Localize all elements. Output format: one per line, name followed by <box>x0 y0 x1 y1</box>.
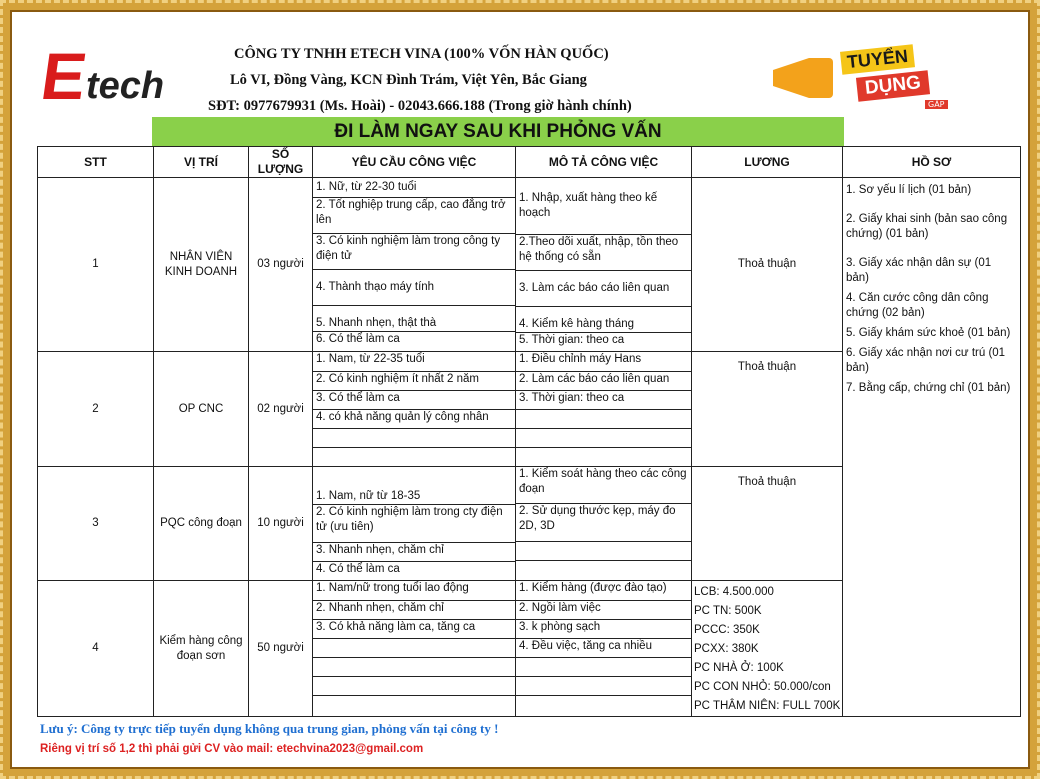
badge-line-2: DỤNG <box>856 70 930 101</box>
required-documents <box>843 178 1021 717</box>
list-item: 1. Nam, từ 22-35 tuổi <box>313 352 515 371</box>
list-item: 3. Làm các báo cáo liên quan <box>516 271 691 307</box>
list-item: 7. Bằng cấp, chứng chỉ (01 bản) <box>846 382 1011 394</box>
list-item: 2.Theo dõi xuất, nhập, tồn theo hệ thống có sẵn <box>516 235 691 271</box>
header-salary: LƯƠNG <box>692 147 843 178</box>
list-item: 2. Nhanh nhẹn, chăm chỉ <box>313 600 515 619</box>
company-address: Lô VI, Đồng Vàng, KCN Đình Trám, Việt Yên, Bắc Giang <box>230 72 587 88</box>
empty-cell <box>313 447 515 466</box>
job-stt: 3 <box>38 467 154 581</box>
job-salary: Thoả thuận <box>692 178 843 352</box>
job-requirements <box>313 467 516 581</box>
badge-line-3: GẤP <box>925 100 948 109</box>
header-requirements: YÊU CẦU CÔNG VIỆC <box>313 147 516 178</box>
job-salary-breakdown <box>692 581 843 717</box>
list-item: 6. Có thể làm ca <box>316 333 400 345</box>
empty-cell <box>313 657 515 676</box>
salary-line: LCB: 4.500.000 <box>694 586 774 598</box>
empty-cell <box>313 428 515 447</box>
list-item: 3. Có khả năng làm ca, tăng ca <box>313 619 515 638</box>
empty-cell <box>516 695 691 714</box>
empty-cell <box>516 447 691 466</box>
list-item: 2. Ngồi làm việc <box>516 600 691 619</box>
table-row <box>38 178 1021 352</box>
list-item: 4. Có thể làm ca <box>316 562 400 575</box>
list-item: 5. Giấy khám sức khoẻ (01 bản) <box>846 327 1011 339</box>
job-quantity: 50 người <box>249 581 313 717</box>
company-phone: SĐT: 0977679931 (Ms. Hoài) - 02043.666.188 (Trong giờ hành chính) <box>208 98 632 114</box>
job-salary: Thoả thuận <box>692 467 843 581</box>
salary-line: PC NHÀ Ở: 100K <box>694 662 784 674</box>
job-quantity: 03 người <box>249 178 313 352</box>
list-item: 4. Kiểm kê hàng tháng <box>516 307 691 333</box>
list-item: 3. Nhanh nhẹn, chăm chỉ <box>313 542 515 561</box>
list-item: 1. Điều chỉnh máy Hans <box>516 352 691 371</box>
megaphone-icon <box>773 58 833 98</box>
empty-cell <box>313 695 515 714</box>
recruitment-badge <box>753 38 965 114</box>
list-item: 2. Sử dụng thước kẹp, máy đo 2D, 3D <box>516 503 691 541</box>
note-cv-email: Riêng vị trí số 1,2 thì phải gửi CV vào mail: etechvina2023@gmail.com <box>40 743 424 755</box>
job-stt: 2 <box>38 352 154 467</box>
list-item: 2. Làm các báo cáo liên quan <box>516 371 691 390</box>
list-item: 4. có khả năng quản lý công nhân <box>313 409 515 428</box>
job-stt: 1 <box>38 178 154 352</box>
job-position: PQC công đoạn <box>154 467 249 581</box>
list-item: 1. Nam/nữ trong tuổi lao động <box>313 581 515 600</box>
list-item: 6. Giấy xác nhận nơi cư trú (01 bản) <box>846 347 1006 374</box>
header-stt: STT <box>38 147 154 178</box>
list-item: 2. Giấy khai sinh (bản sao công chứng) (01 bản) <box>846 213 1008 240</box>
list-item: 3. k phòng sạch <box>516 619 691 638</box>
salary-line: PCXX: 380K <box>694 643 759 655</box>
empty-cell <box>516 657 691 676</box>
job-description <box>516 178 692 352</box>
empty-cell <box>516 409 691 428</box>
list-item: 2. Tốt nghiệp trung cấp, cao đẳng trở lên <box>313 198 515 234</box>
header-description: MÔ TẢ CÔNG VIỆC <box>516 147 692 178</box>
company-name: CÔNG TY TNHH ETECH VINA (100% VỐN HÀN QUỐC) <box>234 46 609 62</box>
list-item: 3. Giấy xác nhận dân sự (01 bản) <box>846 257 992 284</box>
empty-cell <box>516 560 691 579</box>
job-position: NHÂN VIÊN KINH DOANH <box>154 178 249 352</box>
list-item: 4. Thành thạo máy tính <box>313 270 515 306</box>
job-position: Kiểm hàng công đoạn sơn <box>154 581 249 717</box>
header-position: VỊ TRÍ <box>154 147 249 178</box>
empty-cell <box>516 541 691 560</box>
list-item: 1. Nam, nữ từ 18-35 <box>313 468 515 504</box>
empty-cell <box>516 428 691 447</box>
list-item: 2. Có kinh nghiệm ít nhất 2 năm <box>313 371 515 390</box>
note-direct-recruitment: Lưu ý: Công ty trực tiếp tuyển dụng không qua trung gian, phỏng vấn tại công ty ! <box>40 721 499 736</box>
job-salary: Thoả thuận <box>692 352 843 467</box>
header-documents: HỒ SƠ <box>843 147 1021 178</box>
job-position: OP CNC <box>154 352 249 467</box>
list-item: 1. Kiểm hàng (được đào tạo) <box>516 581 691 600</box>
empty-cell <box>313 638 515 657</box>
page-title-banner: ĐI LÀM NGAY SAU KHI PHỎNG VẤN <box>152 117 844 146</box>
list-item: 4. Căn cước công dân công chứng (02 bản) <box>846 292 989 319</box>
job-quantity: 10 người <box>249 467 313 581</box>
list-item: 5. Nhanh nhẹn, thật thà <box>313 306 515 332</box>
job-quantity: 02 người <box>249 352 313 467</box>
company-logo: E tech <box>36 39 165 113</box>
job-description <box>516 467 692 581</box>
badge-line-1: TUYỂN <box>840 44 915 75</box>
job-requirements <box>313 178 516 352</box>
list-item: 2. Có kinh nghiệm làm trong cty điện tử (ưu tiên) <box>313 504 515 542</box>
salary-line: PCCC: 350K <box>694 624 760 636</box>
salary-line: PC TN: 500K <box>694 605 762 617</box>
list-item: 4. Đều việc, tăng ca nhiều <box>516 638 691 657</box>
list-item: 1. Nhập, xuất hàng theo kế hoạch <box>516 179 691 235</box>
list-item: 3. Có kinh nghiệm làm trong công ty điện tử <box>313 234 515 270</box>
empty-cell <box>516 676 691 695</box>
list-item: 1. Sơ yếu lí lịch (01 bản) <box>846 184 972 196</box>
list-item: 3. Thời gian: theo ca <box>516 390 691 409</box>
list-item: 5. Thời gian: theo ca <box>519 334 625 346</box>
job-table <box>37 146 1021 717</box>
job-description <box>516 352 692 467</box>
empty-cell <box>313 676 515 695</box>
table-header-row <box>38 147 1021 178</box>
job-stt: 4 <box>38 581 154 717</box>
salary-line: PC THÂM NIÊN: FULL 700K <box>694 700 841 712</box>
header-quantity: SỐ LƯỢNG <box>249 147 313 178</box>
list-item: 1. Kiểm soát hàng theo các công đoạn <box>516 467 691 503</box>
salary-line: PC CON NHỎ: 50.000/con <box>694 681 831 693</box>
list-item: 1. Nữ, từ 22-30 tuổi <box>313 180 515 198</box>
list-item: 3. Có thể làm ca <box>313 390 515 409</box>
job-requirements <box>313 352 516 467</box>
job-description <box>516 581 692 717</box>
job-requirements <box>313 581 516 717</box>
